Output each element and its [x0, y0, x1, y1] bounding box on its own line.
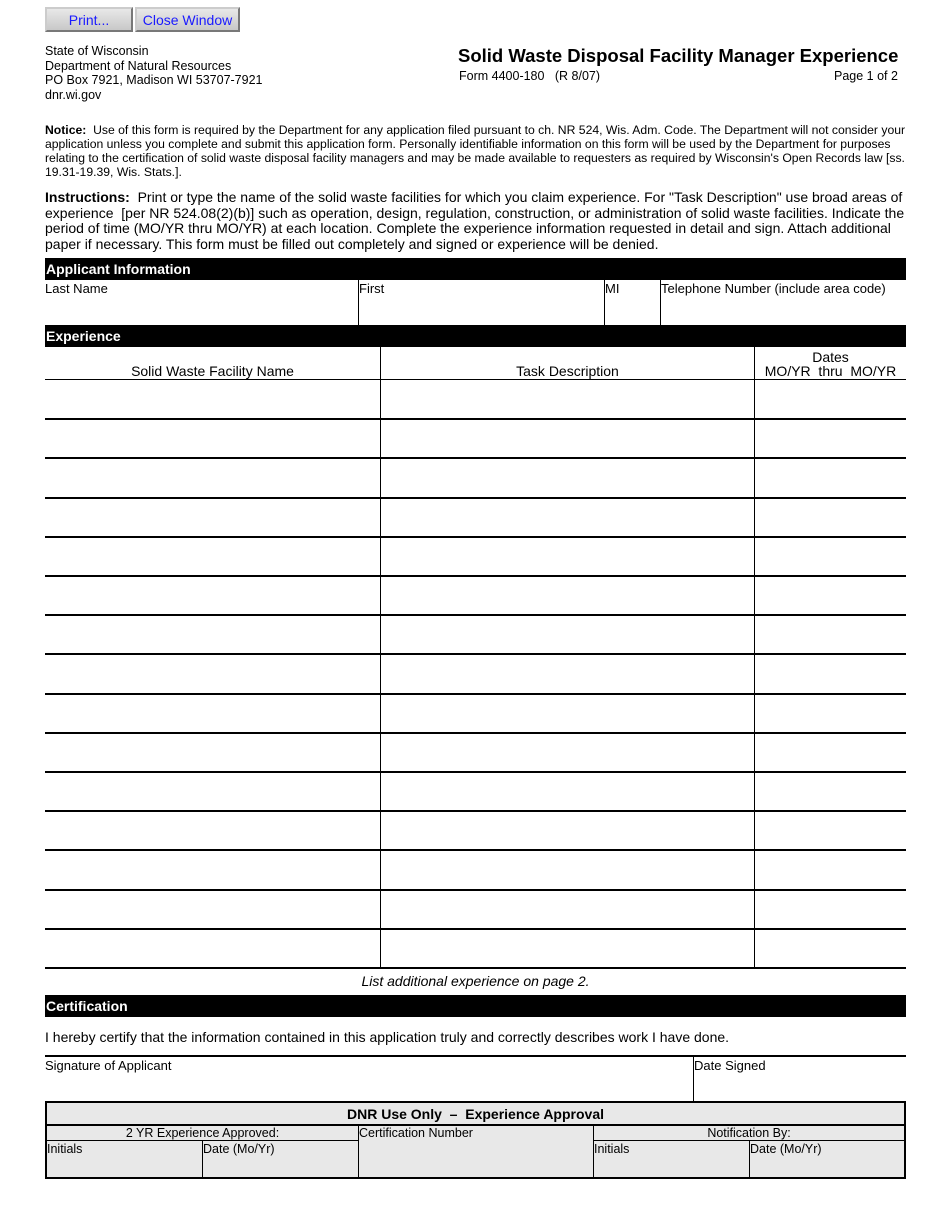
facility-name-cell[interactable] — [45, 929, 380, 968]
divider — [380, 772, 381, 811]
signature-field[interactable]: Signature of Applicant — [45, 1058, 172, 1073]
divider — [380, 347, 381, 380]
dates-cell[interactable] — [755, 615, 906, 654]
facility-name-cell[interactable] — [45, 654, 380, 693]
divider — [754, 811, 755, 850]
print-button[interactable]: Print... — [45, 7, 133, 32]
task-description-cell[interactable] — [381, 458, 754, 497]
approval-initials-field[interactable]: Initials — [47, 1142, 83, 1156]
task-description-cell[interactable] — [381, 811, 754, 850]
notification-by-label: Notification By: — [707, 1126, 791, 1140]
task-description-cell[interactable] — [381, 615, 754, 654]
dates-cell[interactable] — [755, 890, 906, 929]
first-name-field[interactable]: First — [359, 281, 385, 296]
dates-cell[interactable] — [755, 576, 906, 615]
form-title: Solid Waste Disposal Facility Manager Experience — [458, 45, 899, 66]
divider — [380, 850, 381, 889]
divider — [45, 967, 906, 969]
dates-cell[interactable] — [755, 929, 906, 968]
column-header-facility: Solid Waste Facility Name — [131, 363, 294, 379]
task-description-cell[interactable] — [381, 419, 754, 458]
agency-state: State of Wisconsin — [45, 44, 149, 58]
last-name-field[interactable]: Last Name — [45, 281, 108, 296]
task-description-cell[interactable] — [381, 694, 754, 733]
dates-cell[interactable] — [755, 733, 906, 772]
dates-cell[interactable] — [755, 380, 906, 419]
divider — [754, 576, 755, 615]
dates-cell[interactable] — [755, 537, 906, 576]
notification-date-field[interactable]: Date (Mo/Yr) — [750, 1142, 822, 1156]
divider — [380, 733, 381, 772]
divider — [380, 890, 381, 929]
task-description-cell[interactable] — [381, 890, 754, 929]
divider — [754, 733, 755, 772]
divider — [754, 380, 755, 419]
divider — [380, 811, 381, 850]
certification-number-field[interactable]: Certification Number — [359, 1126, 473, 1140]
facility-name-cell[interactable] — [45, 733, 380, 772]
divider — [754, 654, 755, 693]
certification-statement: I hereby certify that the information contained in this application truly and correctly describes work I have done. — [45, 1029, 730, 1045]
applicant-information-header: Applicant Information — [45, 258, 906, 280]
column-header-dates — [755, 350, 906, 378]
divider — [754, 890, 755, 929]
task-description-cell[interactable] — [381, 772, 754, 811]
divider — [754, 498, 755, 537]
task-description-cell[interactable] — [381, 929, 754, 968]
task-description-cell[interactable] — [381, 654, 754, 693]
date-signed-field[interactable]: Date Signed — [694, 1058, 766, 1073]
divider — [380, 576, 381, 615]
facility-name-cell[interactable] — [45, 850, 380, 889]
facility-name-cell[interactable] — [45, 890, 380, 929]
notice-paragraph — [45, 123, 907, 179]
agency-po-box: PO Box 7921, Madison WI 53707-7921 — [45, 73, 263, 87]
facility-name-cell[interactable] — [45, 772, 380, 811]
page-number: Page 1 of 2 — [834, 69, 898, 83]
divider — [380, 654, 381, 693]
facility-name-cell[interactable] — [45, 498, 380, 537]
dates-cell[interactable] — [755, 850, 906, 889]
divider — [380, 458, 381, 497]
telephone-field[interactable]: Telephone Number (include area code) — [661, 281, 886, 296]
instructions-text: Print or type the name of the solid waste facilities for which you claim experience. For "Task Description" use broad areas of experience [per NR 524.08(2)(b)] such as operation, design, regulation, construction, or administration of solid waste facilities. Indicate the period of time (MO/YR thru MO/YR) at each location. Complete the experience information requested in detail and sign. Attach additional paper if necessary. This form must be filled out completely and signed or experience will be denied. — [45, 189, 909, 253]
experience-header: Experience — [45, 325, 906, 347]
divider — [754, 458, 755, 497]
dates-cell[interactable] — [755, 458, 906, 497]
column-header-task: Task Description — [516, 363, 619, 379]
instructions-label: Instructions: — [45, 189, 130, 205]
facility-name-cell[interactable] — [45, 419, 380, 458]
task-description-cell[interactable] — [381, 733, 754, 772]
dates-cell[interactable] — [755, 811, 906, 850]
facility-name-cell[interactable] — [45, 537, 380, 576]
divider — [45, 1055, 906, 1057]
divider — [380, 537, 381, 576]
dates-cell[interactable] — [755, 654, 906, 693]
task-description-cell[interactable] — [381, 537, 754, 576]
facility-name-cell[interactable] — [45, 458, 380, 497]
task-description-cell[interactable] — [381, 850, 754, 889]
dates-cell[interactable] — [755, 694, 906, 733]
task-description-cell[interactable] — [381, 576, 754, 615]
two-year-approved-label: 2 YR Experience Approved: — [125, 1126, 280, 1140]
agency-address — [45, 44, 263, 102]
agency-website: dnr.wi.gov — [45, 87, 102, 102]
divider — [754, 347, 755, 380]
divider — [380, 929, 381, 968]
dates-format-label: MO/YR thru MO/YR — [764, 363, 897, 379]
divider — [754, 419, 755, 458]
facility-name-cell[interactable] — [45, 694, 380, 733]
dates-cell[interactable] — [755, 498, 906, 537]
dates-cell[interactable] — [755, 772, 906, 811]
facility-name-cell[interactable] — [45, 576, 380, 615]
divider — [380, 694, 381, 733]
certification-header: Certification — [45, 995, 906, 1017]
facility-name-cell[interactable] — [45, 811, 380, 850]
divider — [754, 929, 755, 968]
agency-department: Department of Natural Resources — [45, 58, 232, 73]
divider — [754, 537, 755, 576]
notice-label: Notice: — [45, 123, 87, 137]
dnr-use-only-box — [45, 1101, 906, 1179]
facility-name-cell[interactable] — [45, 380, 380, 419]
divider — [380, 380, 381, 419]
dates-cell[interactable] — [755, 419, 906, 458]
additional-experience-note: List additional experience on page 2. — [361, 973, 590, 989]
approval-date-field[interactable]: Date (Mo/Yr) — [203, 1142, 275, 1156]
divider — [754, 772, 755, 811]
task-description-cell[interactable] — [381, 498, 754, 537]
divider — [754, 694, 755, 733]
divider — [754, 615, 755, 654]
dnr-box-title: DNR Use Only – Experience Approval — [346, 1106, 604, 1122]
dates-label: Dates — [812, 349, 849, 365]
task-description-cell[interactable] — [381, 380, 754, 419]
form-number: Form 4400-180 (R 8/07) — [459, 69, 601, 83]
instructions-paragraph — [45, 190, 907, 253]
facility-name-cell[interactable] — [45, 615, 380, 654]
divider — [380, 419, 381, 458]
divider — [754, 850, 755, 889]
divider — [380, 615, 381, 654]
close-window-button[interactable]: Close Window — [135, 7, 240, 32]
notice-text: Use of this form is required by the Department for any application filed pursuant to ch. NR 524, Wis. Adm. Code. The Department will not consider your application unless you complete and submit this application form. Personally identifiable information on this form will be used by the Department for purposes relating to the certification of solid waste disposal facility managers and may be made available to requesters as required by Wisconsin's Open Records law [ss. 19.31-19.39, Wis. Stats.]. — [45, 123, 906, 179]
notification-initials-field[interactable]: Initials — [594, 1142, 630, 1156]
middle-initial-field[interactable]: MI — [605, 281, 620, 296]
divider — [380, 498, 381, 537]
